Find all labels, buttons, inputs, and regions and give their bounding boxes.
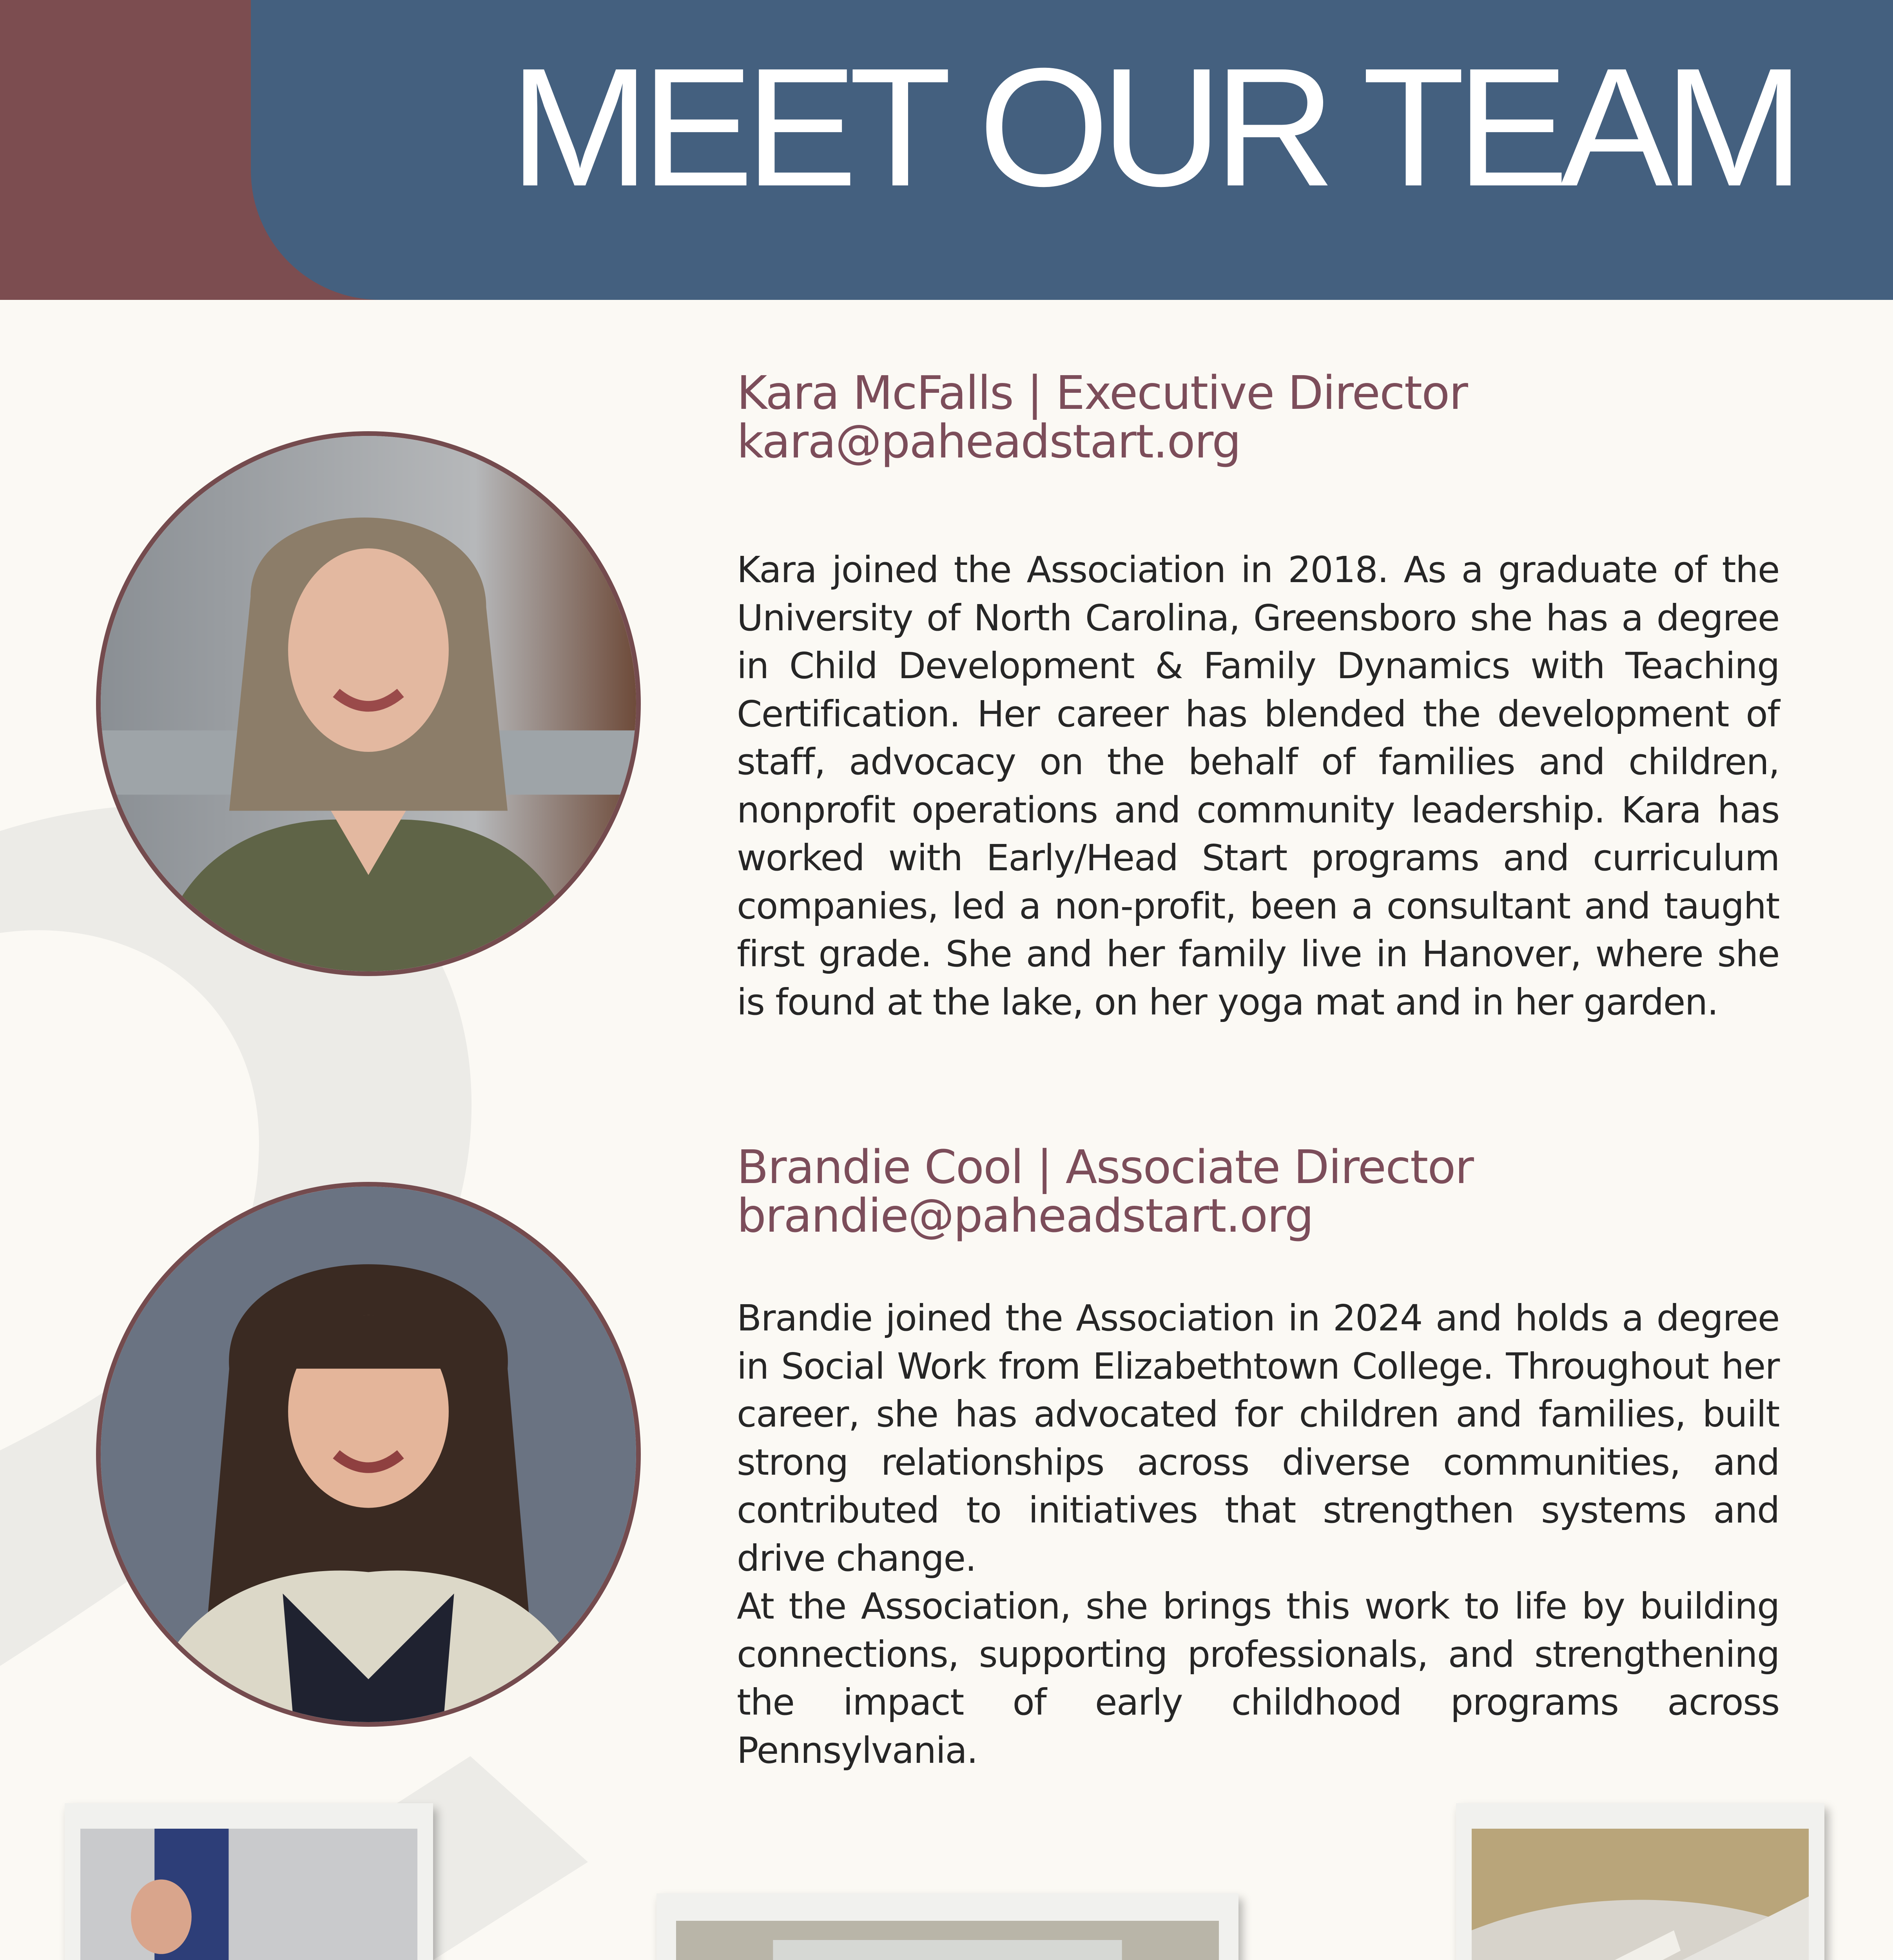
event-photo-2 <box>676 1921 1219 1960</box>
polaroid-photo-3 <box>1456 1803 1824 1960</box>
event-photo-3 <box>1472 1829 1809 1960</box>
brandie-bio <box>737 1294 1779 1775</box>
page-title: MEET OUR TEAM <box>510 33 1796 221</box>
kara-portrait <box>96 431 641 976</box>
brandie-portrait <box>96 1182 641 1727</box>
polaroid-photo-2 <box>656 1893 1238 1960</box>
brandie-bio-paragraph-1: Brandie joined the Association in 2024 and holds a degree in Social Work from Elizabethtown College. Throughout her career, she has advocated for children and families, built strong relationships across diverse communities, and contributed to initiatives that strengthen systems and drive change. <box>737 1297 1779 1579</box>
event-photo-1 <box>80 1829 417 1960</box>
kara-bio: Kara joined the Association in 2018. As a graduate of the University of North Carolina, Greensboro she has a degree in Child Development & Family Dynamics with Teaching Certification. Her career has blended the development of staff, advocacy on the behalf of families and children, nonprofit operations and community leadership. Kara has worked with Early/Head Start programs and curriculum companies, led a non-profit, been a consultant and taught first grade. She and her family live in Hanover, where she is found at the lake, on her yoga mat and in her garden. <box>737 549 1779 1023</box>
kara-email[interactable]: kara@paheadstart.org <box>737 414 1241 468</box>
kara-name-title: Kara McFalls | Executive Director <box>737 366 1467 420</box>
brandie-email[interactable]: brandie@paheadstart.org <box>737 1189 1313 1243</box>
brandie-bio-paragraph-2: At the Association, she brings this work to life by building connections, supporting professionals, and strengthening the impact of early childhood programs across Pennsylvania. <box>737 1585 1779 1771</box>
brandie-name-title: Brandie Cool | Associate Director <box>737 1140 1473 1194</box>
polaroid-photo-1 <box>65 1803 433 1960</box>
